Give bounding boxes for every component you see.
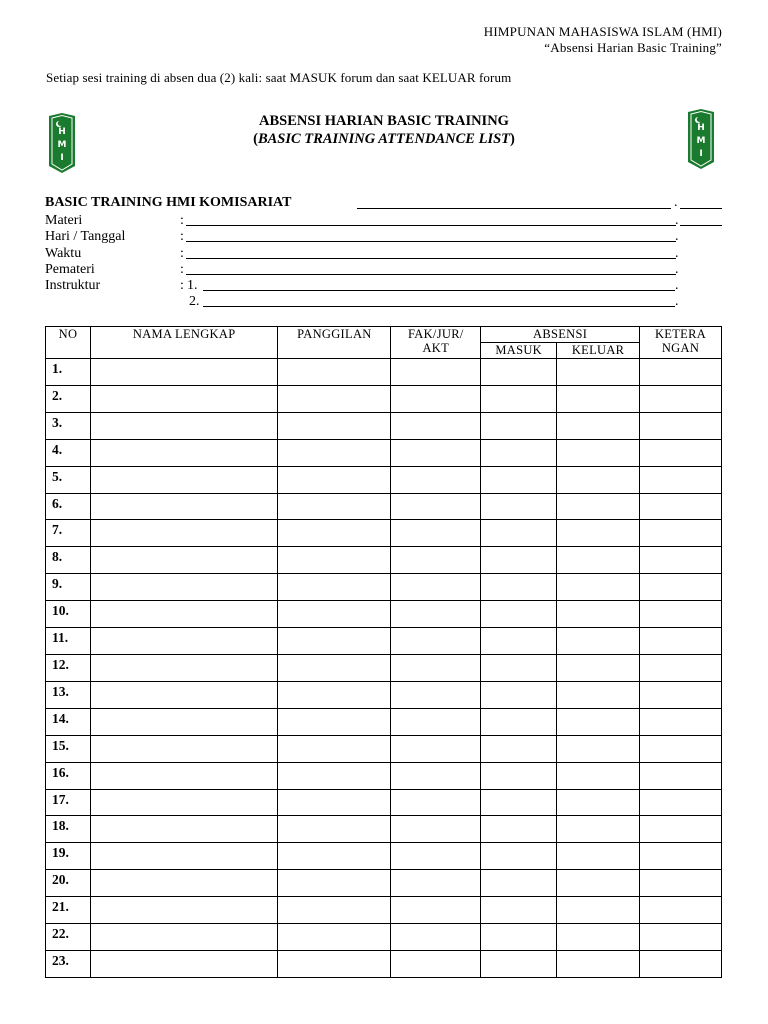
- dot: .: [675, 213, 679, 228]
- keterangan-cell[interactable]: [640, 439, 722, 466]
- keluar-cell[interactable]: [557, 816, 640, 843]
- keluar-cell[interactable]: [557, 385, 640, 412]
- nama-cell[interactable]: [90, 897, 278, 924]
- keluar-cell[interactable]: [557, 870, 640, 897]
- table-row: [46, 359, 722, 386]
- instruktur-row-1: [45, 278, 725, 294]
- dot: .: [675, 278, 679, 294]
- masuk-cell[interactable]: [481, 412, 557, 439]
- fak-cell[interactable]: [391, 735, 481, 762]
- panggilan-cell[interactable]: [278, 601, 391, 628]
- table-row: [46, 735, 722, 762]
- svg-text:I: I: [60, 153, 64, 163]
- nama-cell[interactable]: [90, 654, 278, 681]
- fak-cell[interactable]: [391, 816, 481, 843]
- keterangan-cell[interactable]: [640, 385, 722, 412]
- nama-cell[interactable]: [90, 924, 278, 951]
- keterangan-cell[interactable]: [640, 547, 722, 574]
- pemateri-line[interactable]: [186, 274, 676, 275]
- nama-cell[interactable]: [90, 708, 278, 735]
- title-line-1: ABSENSI HARIAN BASIC TRAINING: [259, 113, 509, 129]
- keluar-cell[interactable]: [557, 843, 640, 870]
- komisariat-row: [45, 195, 725, 213]
- nama-cell[interactable]: [90, 520, 278, 547]
- keterangan-cell[interactable]: [640, 493, 722, 520]
- tanggal-line[interactable]: [186, 241, 676, 242]
- table-row: [46, 924, 722, 951]
- table-row: [46, 520, 722, 547]
- panggilan-cell[interactable]: [278, 870, 391, 897]
- row-number: 21.: [46, 897, 91, 924]
- document-name: “Absensi Harian Basic Training”: [544, 40, 722, 55]
- nama-cell[interactable]: [90, 574, 278, 601]
- table-row: [46, 466, 722, 493]
- table-row: [46, 385, 722, 412]
- masuk-cell[interactable]: [481, 654, 557, 681]
- fak-cell[interactable]: [391, 870, 481, 897]
- row-number: 6.: [46, 493, 91, 520]
- keluar-cell[interactable]: [557, 924, 640, 951]
- keluar-cell[interactable]: [557, 359, 640, 386]
- nama-cell[interactable]: [90, 816, 278, 843]
- masuk-cell[interactable]: [481, 762, 557, 789]
- row-number: 8.: [46, 547, 91, 574]
- fak-cell[interactable]: [391, 466, 481, 493]
- table-row: [46, 762, 722, 789]
- keterangan-cell[interactable]: [640, 681, 722, 708]
- keterangan-cell[interactable]: [640, 574, 722, 601]
- panggilan-cell[interactable]: [278, 950, 391, 977]
- materi-tail-line: [680, 225, 722, 226]
- colon: :: [180, 245, 184, 261]
- masuk-cell[interactable]: [481, 735, 557, 762]
- col-header-nama: NAMA LENGKAP: [90, 327, 278, 359]
- keterangan-cell[interactable]: [640, 870, 722, 897]
- row-number: 16.: [46, 762, 91, 789]
- keluar-cell[interactable]: [557, 789, 640, 816]
- panggilan-cell[interactable]: [278, 574, 391, 601]
- fak-cell[interactable]: [391, 412, 481, 439]
- masuk-cell[interactable]: [481, 466, 557, 493]
- masuk-cell[interactable]: [481, 789, 557, 816]
- keterangan-cell[interactable]: [640, 466, 722, 493]
- keluar-cell[interactable]: [557, 520, 640, 547]
- table-row: [46, 897, 722, 924]
- table-row: [46, 654, 722, 681]
- table-row: [46, 628, 722, 655]
- keterangan-cell[interactable]: [640, 654, 722, 681]
- keluar-cell[interactable]: [557, 708, 640, 735]
- nama-cell[interactable]: [90, 762, 278, 789]
- col-header-keterangan: KETERA NGAN: [640, 327, 722, 359]
- waktu-label: Waktu: [45, 245, 82, 261]
- fak-cell[interactable]: [391, 493, 481, 520]
- masuk-cell[interactable]: [481, 924, 557, 951]
- colon: :: [180, 278, 184, 294]
- keterangan-cell[interactable]: [640, 628, 722, 655]
- nama-cell[interactable]: [90, 493, 278, 520]
- panggilan-cell[interactable]: [278, 466, 391, 493]
- row-number: 7.: [46, 520, 91, 547]
- dot: .: [675, 294, 679, 310]
- row-number: 19.: [46, 843, 91, 870]
- masuk-cell[interactable]: [481, 493, 557, 520]
- panggilan-cell[interactable]: [278, 439, 391, 466]
- waktu-row: [45, 246, 725, 262]
- panggilan-cell[interactable]: [278, 708, 391, 735]
- panggilan-cell[interactable]: [278, 547, 391, 574]
- panggilan-cell[interactable]: [278, 789, 391, 816]
- row-number: 11.: [46, 628, 91, 655]
- komisariat-dot: .: [674, 195, 678, 210]
- table-row: [46, 493, 722, 520]
- table-row: [46, 816, 722, 843]
- panggilan-cell[interactable]: [278, 735, 391, 762]
- keluar-cell[interactable]: [557, 574, 640, 601]
- keterangan-cell[interactable]: [640, 708, 722, 735]
- instruktur-label: Instruktur: [45, 278, 101, 294]
- nama-cell[interactable]: [90, 466, 278, 493]
- fak-cell[interactable]: [391, 520, 481, 547]
- org-name: HIMPUNAN MAHASISWA ISLAM (HMI): [483, 24, 722, 39]
- fak-cell[interactable]: [391, 439, 481, 466]
- nama-cell[interactable]: [90, 950, 278, 977]
- row-number: 10.: [46, 601, 91, 628]
- nama-cell[interactable]: [90, 359, 278, 386]
- attendance-note: Setiap sesi training di absen dua (2) kali: saat MASUK forum dan saat KELUAR forum: [46, 70, 512, 85]
- keterangan-cell[interactable]: [640, 843, 722, 870]
- col-header-masuk: MASUK: [481, 343, 557, 359]
- document-title: [0, 112, 768, 148]
- col-header-keluar: KELUAR: [557, 343, 640, 359]
- keterangan-cell[interactable]: [640, 924, 722, 951]
- row-number: 14.: [46, 708, 91, 735]
- masuk-cell[interactable]: [481, 628, 557, 655]
- table-row: [46, 439, 722, 466]
- table-row: [46, 789, 722, 816]
- nama-cell[interactable]: [90, 735, 278, 762]
- keluar-cell[interactable]: [557, 547, 640, 574]
- title-english: BASIC TRAINING ATTENDANCE LIST: [257, 131, 511, 147]
- panggilan-cell[interactable]: [278, 816, 391, 843]
- colon: :: [180, 229, 184, 245]
- keluar-cell[interactable]: [557, 762, 640, 789]
- svg-text:M: M: [57, 140, 67, 150]
- instruktur-number-1: 1.: [187, 278, 198, 294]
- nama-cell[interactable]: [90, 385, 278, 412]
- colon: :: [180, 261, 184, 277]
- materi-label: Materi: [45, 213, 83, 228]
- masuk-cell[interactable]: [481, 547, 557, 574]
- panggilan-cell[interactable]: [278, 520, 391, 547]
- instruktur-row-2: [45, 294, 725, 310]
- panggilan-cell[interactable]: [278, 654, 391, 681]
- keluar-cell[interactable]: [557, 654, 640, 681]
- keterangan-cell[interactable]: [640, 789, 722, 816]
- title-line-2: [0, 130, 768, 148]
- nama-cell[interactable]: [90, 547, 278, 574]
- nama-cell[interactable]: [90, 628, 278, 655]
- instruktur-number-2: 2.: [189, 294, 200, 310]
- panggilan-cell[interactable]: [278, 385, 391, 412]
- keluar-cell[interactable]: [557, 466, 640, 493]
- nama-cell[interactable]: [90, 681, 278, 708]
- table-row: [46, 870, 722, 897]
- row-number: 20.: [46, 870, 91, 897]
- komisariat-label: BASIC TRAINING HMI KOMISARIAT: [45, 195, 292, 210]
- fak-cell[interactable]: [391, 897, 481, 924]
- nama-cell[interactable]: [90, 843, 278, 870]
- masuk-cell[interactable]: [481, 520, 557, 547]
- keterangan-cell[interactable]: [640, 897, 722, 924]
- masuk-cell[interactable]: [481, 385, 557, 412]
- panggilan-cell[interactable]: [278, 359, 391, 386]
- table-row: [46, 950, 722, 977]
- masuk-cell[interactable]: [481, 439, 557, 466]
- keluar-cell[interactable]: [557, 681, 640, 708]
- table-row: [46, 601, 722, 628]
- fak-cell[interactable]: [391, 601, 481, 628]
- nama-cell[interactable]: [90, 601, 278, 628]
- fak-cell[interactable]: [391, 924, 481, 951]
- table-row: [46, 547, 722, 574]
- col-header-panggilan: PANGGILAN: [278, 327, 391, 359]
- row-number: 1.: [46, 359, 91, 386]
- panggilan-cell[interactable]: [278, 843, 391, 870]
- panggilan-cell[interactable]: [278, 681, 391, 708]
- nama-cell[interactable]: [90, 870, 278, 897]
- table-row: [46, 708, 722, 735]
- keluar-cell[interactable]: [557, 412, 640, 439]
- keterangan-cell[interactable]: [640, 520, 722, 547]
- col-header-fak: FAK/JUR/ AKT: [391, 327, 481, 359]
- table-row: [46, 681, 722, 708]
- svg-text:M: M: [696, 136, 706, 146]
- paren-close: ): [510, 131, 515, 147]
- svg-text:I: I: [699, 149, 703, 159]
- masuk-cell[interactable]: [481, 843, 557, 870]
- col-header-no: NO: [46, 327, 91, 359]
- col-header-absensi: ABSENSI: [481, 327, 640, 343]
- fak-cell[interactable]: [391, 359, 481, 386]
- fak-cell[interactable]: [391, 385, 481, 412]
- fak-cell[interactable]: [391, 708, 481, 735]
- tanggal-label: Hari / Tanggal: [45, 229, 126, 245]
- table-row: [46, 412, 722, 439]
- panggilan-cell[interactable]: [278, 628, 391, 655]
- dot: .: [675, 245, 679, 261]
- masuk-cell[interactable]: [481, 950, 557, 977]
- materi-row: [45, 213, 725, 229]
- row-number: 17.: [46, 789, 91, 816]
- fak-cell[interactable]: [391, 681, 481, 708]
- nama-cell[interactable]: [90, 439, 278, 466]
- komisariat-line[interactable]: [357, 208, 671, 209]
- masuk-cell[interactable]: [481, 816, 557, 843]
- row-number: 3.: [46, 412, 91, 439]
- masuk-cell[interactable]: [481, 359, 557, 386]
- document-header: [484, 24, 722, 56]
- row-number: 5.: [46, 466, 91, 493]
- masuk-cell[interactable]: [481, 708, 557, 735]
- keluar-cell[interactable]: [557, 439, 640, 466]
- training-info: [45, 195, 725, 311]
- fak-cell[interactable]: [391, 950, 481, 977]
- tanggal-row: [45, 229, 725, 245]
- panggilan-cell[interactable]: [278, 897, 391, 924]
- keluar-cell[interactable]: [557, 897, 640, 924]
- waktu-line[interactable]: [186, 258, 676, 259]
- svg-text:H: H: [697, 123, 705, 133]
- attendance-table: [45, 326, 722, 978]
- row-number: 13.: [46, 681, 91, 708]
- fak-cell[interactable]: [391, 789, 481, 816]
- row-number: 2.: [46, 385, 91, 412]
- masuk-cell[interactable]: [481, 601, 557, 628]
- pemateri-label: Pemateri: [45, 261, 95, 277]
- keterangan-cell[interactable]: [640, 359, 722, 386]
- keluar-cell[interactable]: [557, 493, 640, 520]
- fak-cell[interactable]: [391, 547, 481, 574]
- keluar-cell[interactable]: [557, 601, 640, 628]
- row-number: 23.: [46, 950, 91, 977]
- fak-cell[interactable]: [391, 628, 481, 655]
- keterangan-cell[interactable]: [640, 601, 722, 628]
- fak-cell[interactable]: [391, 574, 481, 601]
- masuk-cell[interactable]: [481, 574, 557, 601]
- nama-cell[interactable]: [90, 789, 278, 816]
- dot: .: [675, 229, 679, 245]
- row-number: 18.: [46, 816, 91, 843]
- masuk-cell[interactable]: [481, 681, 557, 708]
- fak-cell[interactable]: [391, 654, 481, 681]
- panggilan-cell[interactable]: [278, 762, 391, 789]
- instruktur-line-1[interactable]: [203, 290, 675, 291]
- dot: .: [675, 261, 679, 277]
- fak-cell[interactable]: [391, 843, 481, 870]
- table-row: [46, 574, 722, 601]
- paren-open: (: [253, 131, 258, 147]
- row-number: 22.: [46, 924, 91, 951]
- masuk-cell[interactable]: [481, 897, 557, 924]
- fak-cell[interactable]: [391, 762, 481, 789]
- row-number: 12.: [46, 654, 91, 681]
- keterangan-cell[interactable]: [640, 950, 722, 977]
- colon: :: [180, 213, 184, 228]
- keluar-cell[interactable]: [557, 735, 640, 762]
- keluar-cell[interactable]: [557, 628, 640, 655]
- panggilan-cell[interactable]: [278, 493, 391, 520]
- keterangan-cell[interactable]: [640, 412, 722, 439]
- nama-cell[interactable]: [90, 412, 278, 439]
- keluar-cell[interactable]: [557, 950, 640, 977]
- masuk-cell[interactable]: [481, 870, 557, 897]
- panggilan-cell[interactable]: [278, 412, 391, 439]
- instruktur-line-2[interactable]: [203, 306, 675, 307]
- table-row: [46, 843, 722, 870]
- pemateri-row: [45, 262, 725, 278]
- row-number: 15.: [46, 735, 91, 762]
- panggilan-cell[interactable]: [278, 924, 391, 951]
- row-number: 4.: [46, 439, 91, 466]
- keterangan-cell[interactable]: [640, 762, 722, 789]
- row-number: 9.: [46, 574, 91, 601]
- svg-text:H: H: [58, 127, 66, 137]
- keterangan-cell[interactable]: [640, 816, 722, 843]
- materi-line[interactable]: [186, 225, 676, 226]
- keterangan-cell[interactable]: [640, 735, 722, 762]
- komisariat-tail-line: [680, 208, 722, 209]
